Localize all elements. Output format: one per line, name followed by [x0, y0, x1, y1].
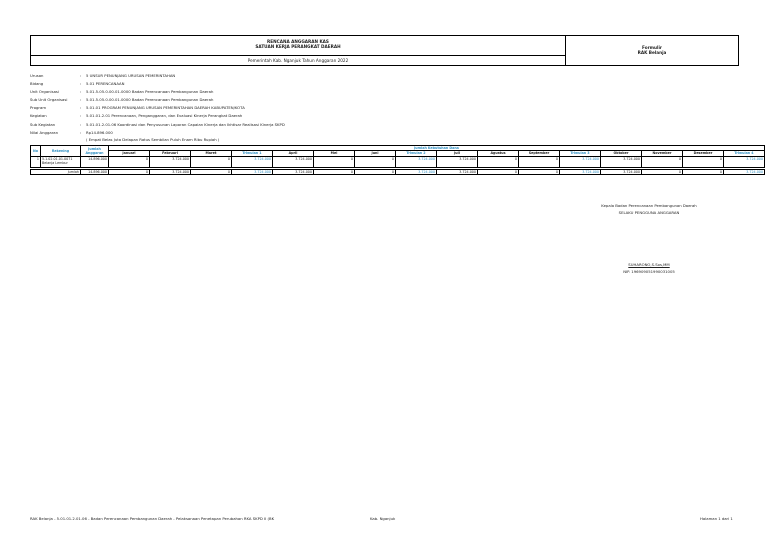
- total-value: 0: [519, 169, 560, 174]
- meta-row: [30, 96, 285, 104]
- meta-separator: :: [80, 105, 82, 111]
- terbilang-text: ( Empat Belas Juta Delapan Ratus Sembilan Puluh Enam Ribu Rupiah ): [86, 136, 220, 142]
- total-jumlah: 14.896.000: [81, 169, 109, 174]
- col-header-month: Maret: [191, 151, 232, 157]
- signature-title: [600, 203, 698, 216]
- cell-value: 0: [314, 156, 355, 167]
- form-name: RAK Belanja: [637, 50, 667, 55]
- col-header-quarter: Triwulan 3: [560, 151, 601, 157]
- signature-role: SELAKU PENGGUNA ANGGARAN: [618, 209, 680, 215]
- total-value: 3.724.000: [150, 169, 191, 174]
- cell-value: 0: [109, 156, 150, 167]
- total-value: 0: [191, 169, 232, 174]
- rekening-name: Belanja Lembur: [42, 160, 68, 165]
- cell-value: 0: [355, 156, 396, 167]
- meta-value: 5.01.01.2.01 Perencanaan, Penganggaran, dan Evaluasi Kinerja Perangkat Daerah: [86, 113, 243, 119]
- header-left: [31, 36, 566, 65]
- col-header-quarter: Triwulan 4: [724, 151, 765, 157]
- meta-separator: :: [80, 73, 82, 78]
- col-header-month: Mei: [314, 151, 355, 157]
- col-header-month: Desember: [683, 151, 724, 157]
- footer-center: Kab. Nganjuk: [370, 516, 396, 521]
- form-label: Formulir: [642, 45, 662, 50]
- title-line-1: RENCANA ANGGARAN KAS: [267, 39, 329, 44]
- signature-name: SUHARONO,S.Sos,MM: [628, 262, 670, 267]
- col-header-rekening: Rekening: [41, 146, 81, 157]
- col-header-month: Januari: [109, 151, 150, 157]
- meta-label: Program: [30, 105, 47, 111]
- col-header-no: No: [31, 146, 41, 157]
- total-value: 0: [355, 169, 396, 174]
- total-label: Jumlah: [31, 169, 81, 174]
- col-header-month: Februari: [150, 151, 191, 157]
- total-quarter-value: 3.724.000: [560, 169, 601, 174]
- report-title: [31, 36, 565, 56]
- col-header-month: April: [273, 151, 314, 157]
- meta-label: Nilai Anggaran: [30, 129, 58, 135]
- col-header-jumlah: [81, 146, 109, 157]
- rekening-code: 5.1.02.01.01.0071: [42, 156, 73, 161]
- total-value: 0: [314, 169, 355, 174]
- cell-no: 1: [31, 156, 41, 167]
- meta-separator: :: [80, 113, 82, 119]
- meta-separator: :: [80, 89, 82, 95]
- meta-row: [30, 80, 285, 88]
- meta-row: [30, 129, 285, 137]
- total-quarter-value: 3.724.000: [232, 169, 273, 174]
- cell-quarter-value: 3.724.000: [560, 156, 601, 167]
- col-header-group: Jumlah Kebutuhan Dana: [109, 146, 765, 151]
- report-header: [30, 35, 739, 66]
- meta-separator: :: [80, 97, 82, 103]
- meta-row: [30, 88, 285, 96]
- meta-row: [30, 121, 285, 129]
- meta-info: [30, 72, 285, 143]
- cell-value: 0: [642, 156, 683, 167]
- total-value: 0: [642, 169, 683, 174]
- meta-label: Sub Unit Organisasi: [30, 97, 68, 103]
- total-value: 3.724.000: [437, 169, 478, 174]
- cell-rekening: [41, 156, 81, 167]
- footer-page: Halaman 1 dari 1: [700, 516, 733, 521]
- meta-separator: :: [80, 81, 82, 87]
- meta-separator: :: [80, 129, 82, 135]
- meta-label: Kegiatan: [30, 113, 47, 119]
- col-header-month: Juni: [355, 151, 396, 157]
- cell-jumlah: 14.896.000: [81, 156, 109, 167]
- report-subtitle: Pemerintah Kab. Nganjuk Tahun Anggaran 2022: [247, 58, 349, 63]
- col-header-month: Oktober: [601, 151, 642, 157]
- budget-table: [30, 145, 765, 175]
- total-value: 0: [683, 169, 724, 174]
- col-header-month: Agustus: [478, 151, 519, 157]
- total-value: 3.724.000: [601, 169, 642, 174]
- total-value: 0: [478, 169, 519, 174]
- col-header-month: Juli: [437, 151, 478, 157]
- col-header-month: November: [642, 151, 683, 157]
- signature-nip: NIP. 196909051990031005: [623, 268, 675, 274]
- meta-row: [30, 112, 285, 120]
- cell-value: 3.724.000: [273, 156, 314, 167]
- total-quarter-value: 3.724.000: [396, 169, 437, 174]
- meta-value: 5.01.5.05.0.00.01.0000 Badan Perencanaan Pembangunan Daerah: [86, 89, 214, 95]
- meta-value: 5.01.5.05.0.00.01.0000 Badan Perencanaan Pembangunan Daerah: [86, 97, 214, 103]
- jumlah-line-2: Anggaran: [85, 150, 104, 155]
- cell-quarter-value: 3.724.000: [396, 156, 437, 167]
- meta-value: Rp14.896.000: [86, 129, 113, 135]
- total-row: [31, 169, 765, 174]
- col-header-month: September: [519, 151, 560, 157]
- meta-value: 5.01.01.2.01.06 Koordinasi dan Penyusunan Laporan Capaian Kinerja dan Ikhtisar Realisasi Kinerja SKPD: [86, 121, 285, 127]
- total-quarter-value: 3.724.000: [724, 169, 765, 174]
- cell-quarter-value: 3.724.000: [232, 156, 273, 167]
- col-header-quarter: Triwulan 1: [232, 151, 273, 157]
- cell-value: 0: [683, 156, 724, 167]
- meta-value: 5.01 PERENCANAAN: [86, 81, 125, 87]
- cell-value: 3.724.000: [601, 156, 642, 167]
- cell-value: 3.724.000: [437, 156, 478, 167]
- cell-value: 0: [478, 156, 519, 167]
- meta-value: 5.01.01 PROGRAM PENUNJANG URUSAN PEMERINTAHAN DAERAH KABUPATEN/KOTA: [86, 105, 245, 111]
- form-label-box: [566, 36, 738, 65]
- cell-value: 3.724.000: [150, 156, 191, 167]
- meta-label: Unit Organisasi: [30, 89, 59, 95]
- total-value: 3.724.000: [273, 169, 314, 174]
- table-row: [31, 156, 765, 167]
- meta-row: [30, 104, 285, 112]
- meta-label: Bidang: [30, 81, 44, 87]
- meta-value: 5 UNSUR PENUNJANG URUSAN PEMERINTAHAN: [86, 73, 176, 78]
- signature-block: [600, 262, 698, 275]
- cell-value: 0: [191, 156, 232, 167]
- title-line-2: SATUAN KERJA PERANGKAT DAERAH: [255, 44, 341, 49]
- meta-row: [30, 72, 285, 80]
- total-value: 0: [109, 169, 150, 174]
- meta-label: Sub Kegiatan: [30, 121, 56, 127]
- meta-separator: :: [80, 121, 82, 127]
- footer-left: RAK Belanja - 5.01.01.2.01.06 - Badan Perencanaan Pembangunan Daerah - Pelaksanaan Penetapan Perubahan RKA SKPD II (BK: [30, 516, 275, 521]
- cell-value: 0: [519, 156, 560, 167]
- cell-quarter-value: 3.724.000: [724, 156, 765, 167]
- meta-label: Urusan: [30, 73, 44, 78]
- signature-position: Kepala Badan Perencanaan Pembangunan Daerah: [601, 203, 697, 208]
- col-header-quarter: Triwulan 2: [396, 151, 437, 157]
- jumlah-line-1: Jumlah: [88, 146, 101, 151]
